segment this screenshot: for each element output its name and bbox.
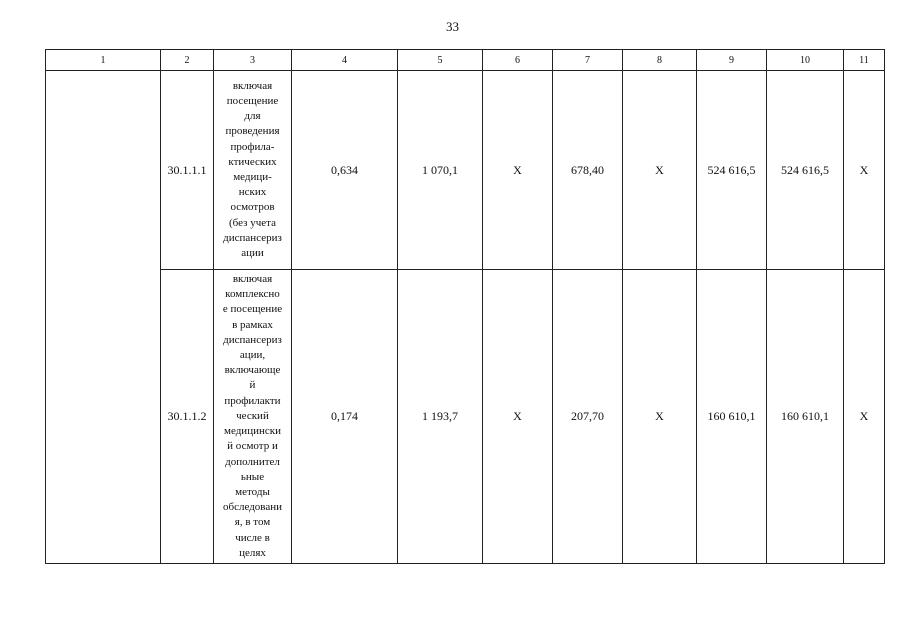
col-header-3: 3 xyxy=(214,50,292,71)
description-line: включающе xyxy=(224,364,281,377)
description-line: включая xyxy=(232,273,273,286)
description-line: для xyxy=(244,110,261,123)
cell-col-6: Х xyxy=(483,71,553,270)
col-header-7: 7 xyxy=(553,50,623,71)
cell-col-4: 0,634 xyxy=(292,71,398,270)
col-header-2: 2 xyxy=(161,50,214,71)
cell-col-9: 524 616,5 xyxy=(697,71,767,270)
row-code: 30.1.1.2 xyxy=(161,270,214,564)
cell-col-5: 1 193,7 xyxy=(398,270,483,564)
description-line: диспансериз xyxy=(223,333,282,346)
col-header-10: 10 xyxy=(767,50,844,71)
cell-col-5: 1 070,1 xyxy=(398,71,483,270)
description-line: профилакти xyxy=(224,394,281,407)
description-line: профила- xyxy=(230,140,275,153)
description-line: диспансериз xyxy=(223,231,282,244)
cell-col-7: 678,40 xyxy=(553,71,623,270)
row-description xyxy=(214,71,292,270)
row-code: 30.1.1.1 xyxy=(161,71,214,270)
cell-col-4: 0,174 xyxy=(292,270,398,564)
cell-col-8: Х xyxy=(623,270,697,564)
description-line: ческий xyxy=(236,409,269,422)
description-line: осмотров xyxy=(230,201,275,214)
col-header-5: 5 xyxy=(398,50,483,71)
description-line: й xyxy=(249,379,256,392)
description-line: проведения xyxy=(225,125,280,138)
description-line: дополнител xyxy=(225,455,280,468)
page-number: 33 xyxy=(446,19,459,34)
cell-col-11: Х xyxy=(844,270,885,564)
cell-col-10: 524 616,5 xyxy=(767,71,844,270)
col-header-9: 9 xyxy=(697,50,767,71)
data-table xyxy=(45,49,885,564)
description-line: ьные xyxy=(240,470,265,483)
description-line: медицински xyxy=(224,425,281,438)
description-line: методы xyxy=(235,485,270,498)
row-group-cell xyxy=(46,71,161,564)
cell-col-9: 160 610,1 xyxy=(697,270,767,564)
description-line: нских xyxy=(238,186,267,199)
description-line: комплексно xyxy=(225,288,280,301)
description-line: ации xyxy=(241,247,264,260)
description-line: е посещение xyxy=(222,303,283,316)
cell-col-11: Х xyxy=(844,71,885,270)
table-row xyxy=(46,270,885,564)
description-line: ктических xyxy=(228,155,277,168)
description-line: посещение xyxy=(226,94,279,107)
cell-col-7: 207,70 xyxy=(553,270,623,564)
description-line: обследовани xyxy=(222,501,282,514)
col-header-11: 11 xyxy=(844,50,885,71)
description-line: я, в том xyxy=(234,516,271,529)
description-line: включая xyxy=(232,79,273,92)
cell-col-6: Х xyxy=(483,270,553,564)
cell-col-8: Х xyxy=(623,71,697,270)
col-header-8: 8 xyxy=(623,50,697,71)
description-line: целях xyxy=(239,546,266,559)
description-line: (без учета xyxy=(229,216,276,229)
cell-col-10: 160 610,1 xyxy=(767,270,844,564)
description-line: в рамках xyxy=(232,318,273,331)
description-line: числе в xyxy=(235,531,270,544)
col-header-1: 1 xyxy=(46,50,161,71)
col-header-4: 4 xyxy=(292,50,398,71)
header-row xyxy=(46,50,885,71)
description-line: й осмотр и xyxy=(227,440,278,453)
col-header-6: 6 xyxy=(483,50,553,71)
description-line: ации, xyxy=(239,349,266,362)
table-row xyxy=(46,71,885,270)
description-line: медици- xyxy=(233,171,272,183)
row-description xyxy=(214,270,292,564)
